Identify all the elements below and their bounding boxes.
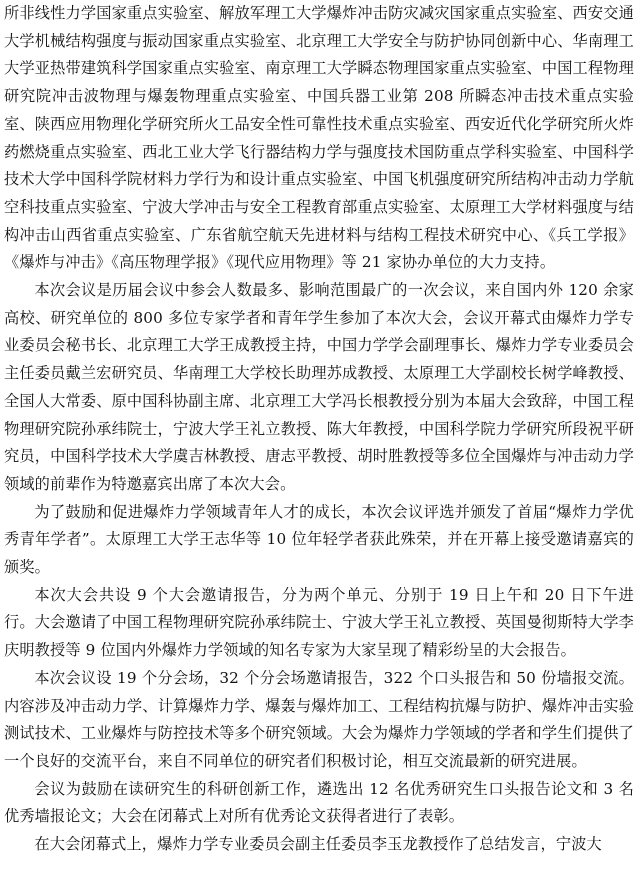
paragraph-young-scholar-award: 为了鼓励和促进爆炸力学领域青年人才的成长，本次会议评选并颁发了首届“爆炸力学优秀青年学者”。太原理工大学王志华等 10 位年轻学者获此殊荣，并在开幕上接受邀请嘉宾的颁奖。 — [4, 502, 634, 577]
paragraph-attendance: 本次会议是历届会议中参会人数最多、影响范围最广的一次会议，来自国内外 120 余家高校、研究单位的 800 多位专家学者和青年学生参加了本次大会，会议开幕式由爆炸力学专业委员会秘书长、北京理工大学王成教授主持，中国力学学会副理事长、爆炸力学专业委员会主任委员戴兰宏研究员、华南理工大学校长助理苏成教授、太原理工大学副校长树学峰教授、全国人大常委、原中国科协副主席、北京理工大学冯长根教授分别为本届大会致辞，中国工程物理研究院孙承纬院士，宁波大学王礼立教授、陈大年教授，中国科学院力学研究所段祝平研究员，中国科学技术大学虞吉林教授、唐志平教授、胡时胜教授等多位全国爆炸与冲击动力学领域的前辈作为特邀嘉宾出席了本次大会。 — [4, 281, 634, 493]
paragraph-sessions: 本次会议设 19 个分会场，32 个分会场邀请报告，322 个口头报告和 50 份墙报交流。内容涉及冲击动力学、计算爆炸力学、爆轰与爆炸加工、工程结构抗爆与防护、爆炸冲击实验测试技术、工业爆炸与防控技术等多个研究领域。大会为爆炸力学领域的学者和学生们提供了一个良好的交流平台，来自不同单位的研究者们积极讨论，相互交流最新的研究进展。 — [4, 668, 634, 770]
paragraph-student-papers: 会议为鼓励在读研究生的科研创新工作，遴选出 12 名优秀研究生口头报告论文和 3 名优秀墙报论文；大会在闭幕式上对所有优秀论文获得者进行了表彰。 — [4, 779, 634, 826]
paragraph-plenary-reports: 本次大会共设 9 个大会邀请报告，分为两个单元、分别于 19 日上午和 20 日下午进行。大会邀请了中国工程物理研究院孙承纬院士、宁波大学王礼立教授、英国曼彻斯特大学李庆明教授等 9 位国内外爆炸力学领域的知名专家为大家呈现了精彩纷呈的大会报告。 — [4, 585, 634, 660]
paragraph-closing-ceremony: 在大会闭幕式上，爆炸力学专业委员会副主任委员李玉龙教授作了总结发言，宁波大 — [34, 835, 602, 854]
paragraph-cosponsors: 所非线性力学国家重点实验室、解放军理工大学爆炸冲击防灾减灾国家重点实验室、西安交通大学机械结构强度与振动国家重点实验室、北京理工大学安全与防护协同创新中心、华南理工大学亚热带建筑科学国家重点实验室、南京理工大学瞬态物理国家重点实验室、中国工程物理研究院冲击波物理与爆轰物理重点实验室、中国兵器工业第 208 所瞬态冲击技术重点实验室、陕西应用物理化学研究所火工品安全性可靠性技术重点实验室、西安近代化学研究所火炸药燃烧重点实验室、西北工业大学飞行器结构力学与强度技术国防重点学科实验室、中国科学技术大学中国科学院材料力学行为和设计重点实验室、中国飞机强度研究所结构冲击动力学航空科技重点实验室、宁波大学冲击与安全工程教育部重点实验室、太原理工大学材料强度与结构冲击山西省重点实验室、广东省航空航天先进材料与结构工程技术研究中心、《兵工学报》《爆炸与冲击》《高压物理学报》《现代应用物理》等 21 家协办单位的大力支持。 — [4, 4, 634, 272]
